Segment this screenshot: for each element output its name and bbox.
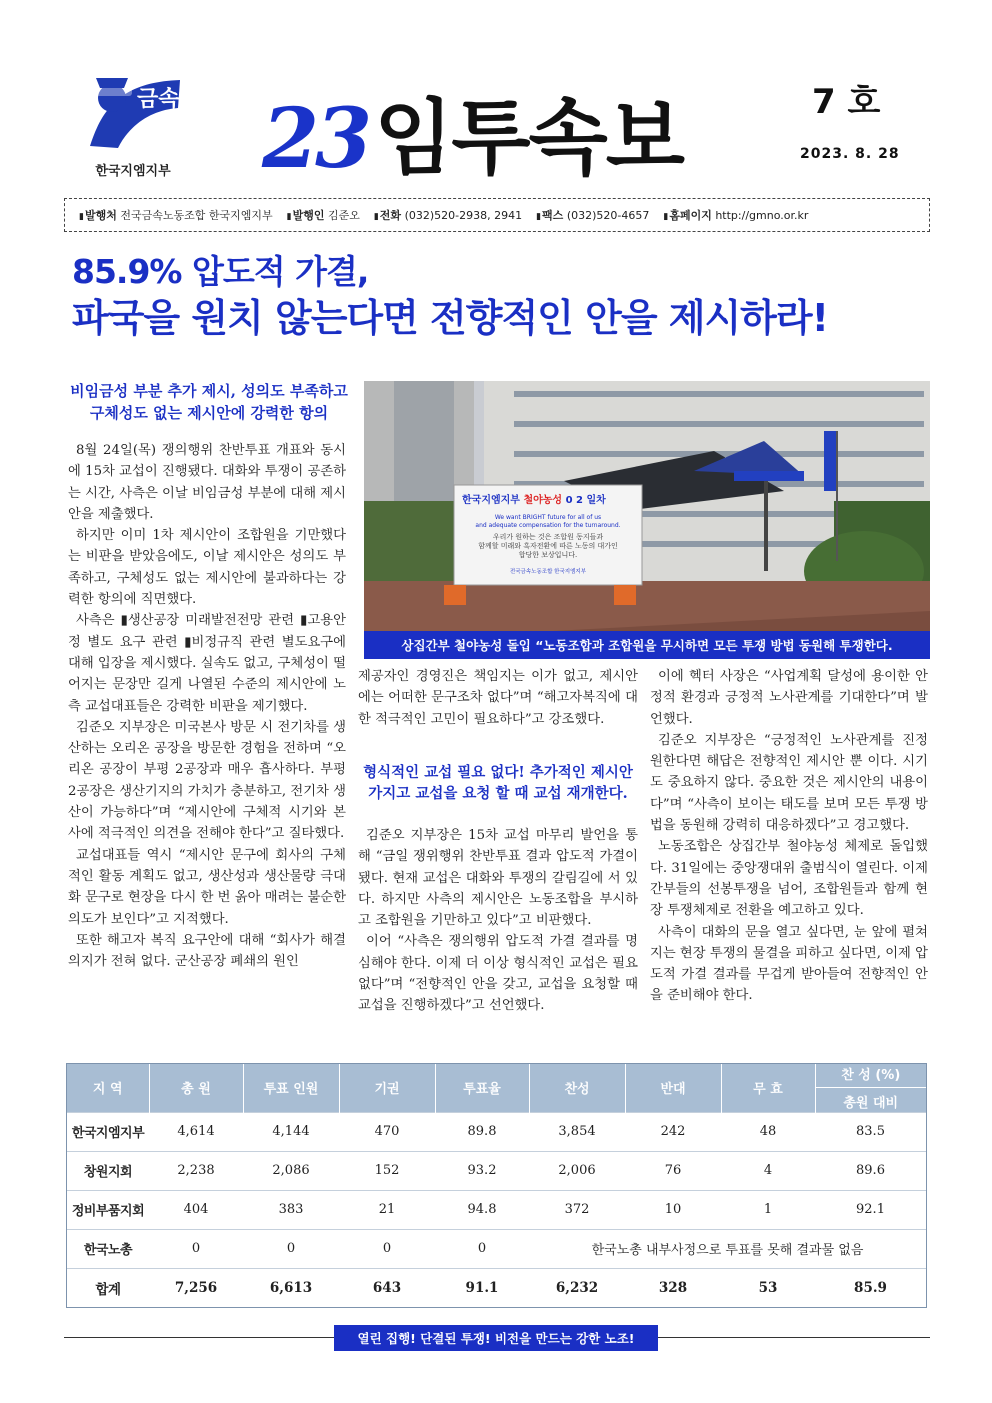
article-column-1 (68, 440, 346, 972)
article-column-3 (650, 666, 928, 1007)
paragraph: 사측이 대화의 문을 열고 싶다면, 눈 앞에 펼쳐지는 현장 투쟁의 물결을 피하고 싶다면, 이제 압도적 가결 결과를 무겁게 받아들여 전향적인 안을 준비해야 한다. (650, 924, 928, 1004)
paragraph: 노동조합은 상집간부 철야농성 체제로 돌입했다. 31일에는 중앙쟁대위 출범식이 열린다. 이제 간부들의 선봉투쟁을 넘어, 조합원들과 함께 현장 투쟁체제로 전환을 예고하고 있다. (650, 839, 928, 919)
svg-text:합당한 보상입니다.: 합당한 보상입니다. (518, 551, 578, 559)
paragraph: 사측은 ▮생산공장 미래발전전망 관련 ▮고용안정 별도 요구 관련 ▮비정규직 관련 별도요구에 대해 입장을 제시했다. 실속도 없고, 구체성이 떨어지는 문장만 길게 나열된 수준의 제시안에 노측 교섭대표들은 강력한 비판을 제기했다. (68, 613, 346, 714)
paragraph: 또한 해고자 복직 요구안에 대해 “회사가 해결 의지가 전혀 없다. 군산공장 폐쇄의 원인 (68, 932, 346, 970)
main-headline (72, 252, 828, 341)
issue-number: 7 호 (812, 82, 881, 122)
table-row: 정비부품지회 404 383 21 94.8 372 10 1 92.1 (67, 1190, 926, 1229)
paragraph: 교섭대표들 역시 “제시안 문구에 회사의 구체적인 활동 계획도 없고, 생산성과 생산물량 극대화 문구로 현장을 다시 한 번 옭아 매려는 불순한 의도가 보인다”고 지적했다. (68, 847, 346, 927)
photo-caption: 상집간부 철야농성 돌입 “노동조합과 조합원을 무시하면 모든 투쟁 방법 동원해 투쟁한다. (364, 631, 930, 659)
article-column-2-top (358, 666, 638, 730)
header-total: 총 원 (149, 1064, 243, 1112)
vote-results-table (66, 1063, 927, 1308)
info-fax: ▮ 팩스 (032)520-4657 (536, 207, 649, 223)
info-publisher: ▮ 발행처 전국금속노동조합 한국지엠지부 (79, 207, 273, 223)
header-yes-percent: 찬 성 (%) 총원 대비 (815, 1064, 926, 1112)
paragraph: 8월 24일(목) 쟁의행위 찬반투표 개표와 동시에 15차 교섭이 진행됐다. 대화와 투쟁이 공존하는 시간, 사측은 이날 비임금성 부분에 대해 제시안을 제출했다. (68, 443, 346, 522)
masthead-number: 23 (262, 91, 369, 187)
header-invalid: 무 효 (721, 1064, 815, 1112)
publisher-info-bar (64, 198, 930, 232)
union-logo-graphic (82, 68, 182, 150)
table-total-row: 합계 7,256 6,613 643 91.1 6,232 328 53 85.9 (67, 1268, 926, 1307)
footer-slogan: 열린 집행! 단결된 투쟁! 비전을 만드는 강한 노조! (334, 1325, 658, 1351)
svg-text:금속: 금속 (137, 87, 180, 112)
paragraph: 김준오 지부장은 “긍정적인 노사관계를 진정 원한다면 해답은 전향적인 제시안 뿐 이다. 시기도 중요하지 않다. 중요한 것은 제시안의 내용이다”며 “사측이 보이는 태도를 보며 모든 투쟁 방법을 동원해 강력히 대응하겠다”고 경고했다. (650, 732, 928, 834)
paragraph: 김준오 지부장은 15차 교섭 마무리 발언을 통해 “금일 쟁위행위 찬반투표 결과 압도적 가결이 됐다. 현재 교섭은 대화와 투쟁의 갈림길에 서 있다. 하지만 사측의 제시안은 노동조합을 부시하고 조합원을 기만하고 있다”고 비판했다. (358, 828, 638, 929)
info-homepage[interactable]: ▮ 홈페이지 http://gmno.or.kr (663, 207, 808, 223)
info-phone: ▮ 전화 (032)520-2938, 2941 (374, 207, 522, 223)
header-voters: 투표 인원 (243, 1064, 339, 1112)
union-logo (82, 68, 182, 150)
sit-in-photo (364, 381, 930, 659)
header-turnout: 투표율 (435, 1064, 529, 1112)
paragraph: 하지만 이미 1차 제시안이 조합원을 기만했다는 비판을 받았음에도, 이날 제시안은 성의도 부족하고, 구체성도 없는 제시안에 불과하다는 강력한 항의에 직면했다. (68, 528, 346, 608)
svg-text:전국금속노동조합 한국지엠지부: 전국금속노동조합 한국지엠지부 (509, 569, 587, 575)
table-row: 창원지회 2,238 2,086 152 93.2 2,006 76 4 89.6 (67, 1151, 926, 1190)
paragraph: 이에 헥터 사장은 “사업계획 달성에 용이한 안정적 환경과 긍정적 노사관계를 기대한다”며 발언했다. (650, 669, 928, 727)
headline-line-2: 파국을 원치 않는다면 전향적인 안을 제시하라! (72, 295, 828, 340)
svg-text:한국지엠지부 철야농성 0 2 일차: 한국지엠지부 철야농성 0 2 일차 (462, 495, 606, 506)
masthead (262, 70, 683, 187)
no-result-note: 한국노총 내부사정으로 투표를 못해 결과물 없음 (529, 1229, 926, 1268)
table-row: 한국지엠지부 4,614 4,144 470 89.8 3,854 242 48 83.5 (67, 1112, 926, 1151)
table-header-row (67, 1064, 926, 1112)
article-column-2 (358, 825, 638, 1017)
svg-text:함께할 미래와 흑자전환에 따른 노동의 대가인: 함께할 미래와 흑자전환에 따른 노동의 대가인 (478, 542, 618, 550)
svg-text:and adequate compensation for: and adequate compensation for the turnaround. (475, 522, 621, 529)
subheadline-1: 비임금성 부분 추가 제시, 성의도 부족하고 구체성도 없는 제시안에 강력한 항의 (70, 382, 348, 422)
paragraph: 이어 “사측은 쟁의행위 압도적 가결 결과를 명심해야 한다. 이제 더 이상 형식적인 교섭은 필요없다”며 “전향적인 안을 갖고, 교섭을 요청할 때 교섭을 진행하겠다”고 선언했다. (358, 934, 638, 1014)
org-name: 한국지엠지부 (95, 164, 171, 179)
svg-text:We want BRIGHT future for all: We want BRIGHT future for all of us (494, 514, 602, 521)
headline-line-1: 85.9% 압도적 가결, (72, 252, 369, 291)
photo-illustration (364, 381, 930, 659)
header-abstain: 기권 (339, 1064, 435, 1112)
subheadline-2: 형식적인 교섭 필요 없다! 추가적인 제시안 가지고 교섭을 요청 할 때 교섭 재개한다. (363, 764, 633, 803)
svg-text:우리가 원하는 것은 조합원 동지들과: 우리가 원하는 것은 조합원 동지들과 (492, 533, 604, 541)
paragraph: 김준오 지부장은 미국본사 방문 시 전기차를 생산하는 오리온 공장을 방문한 경험을 전하며 “오리온 공장이 부평 2공장과 매우 흡사하다. 부평 2공장은 생산기지의 가치가 충분하고, 전기차 생산이 가능하다”며 “제시안에 구체적 시기와 본사에 적극적인 의견을 전해야 한다”고 질타했다. (68, 719, 346, 842)
header-no: 반대 (625, 1064, 721, 1112)
header-region: 지 역 (67, 1064, 149, 1112)
paragraph: 제공자인 경영진은 책임지는 이가 없고, 제시안에는 어떠한 문구조차 없다”며 “해고자복직에 대한 적극적인 고민이 필요하다”고 강조했다. (358, 669, 638, 727)
issue-date: 2023. 8. 28 (800, 146, 900, 162)
table-row: 한국노총 0 0 0 0 한국노총 내부사정으로 투표를 못해 결과물 없음 (67, 1229, 926, 1268)
info-issuer: ▮ 발행인 김준오 (287, 207, 360, 223)
vote-table (67, 1064, 926, 1307)
header-yes: 찬성 (529, 1064, 625, 1112)
masthead-title: 임투속보 (374, 91, 683, 186)
